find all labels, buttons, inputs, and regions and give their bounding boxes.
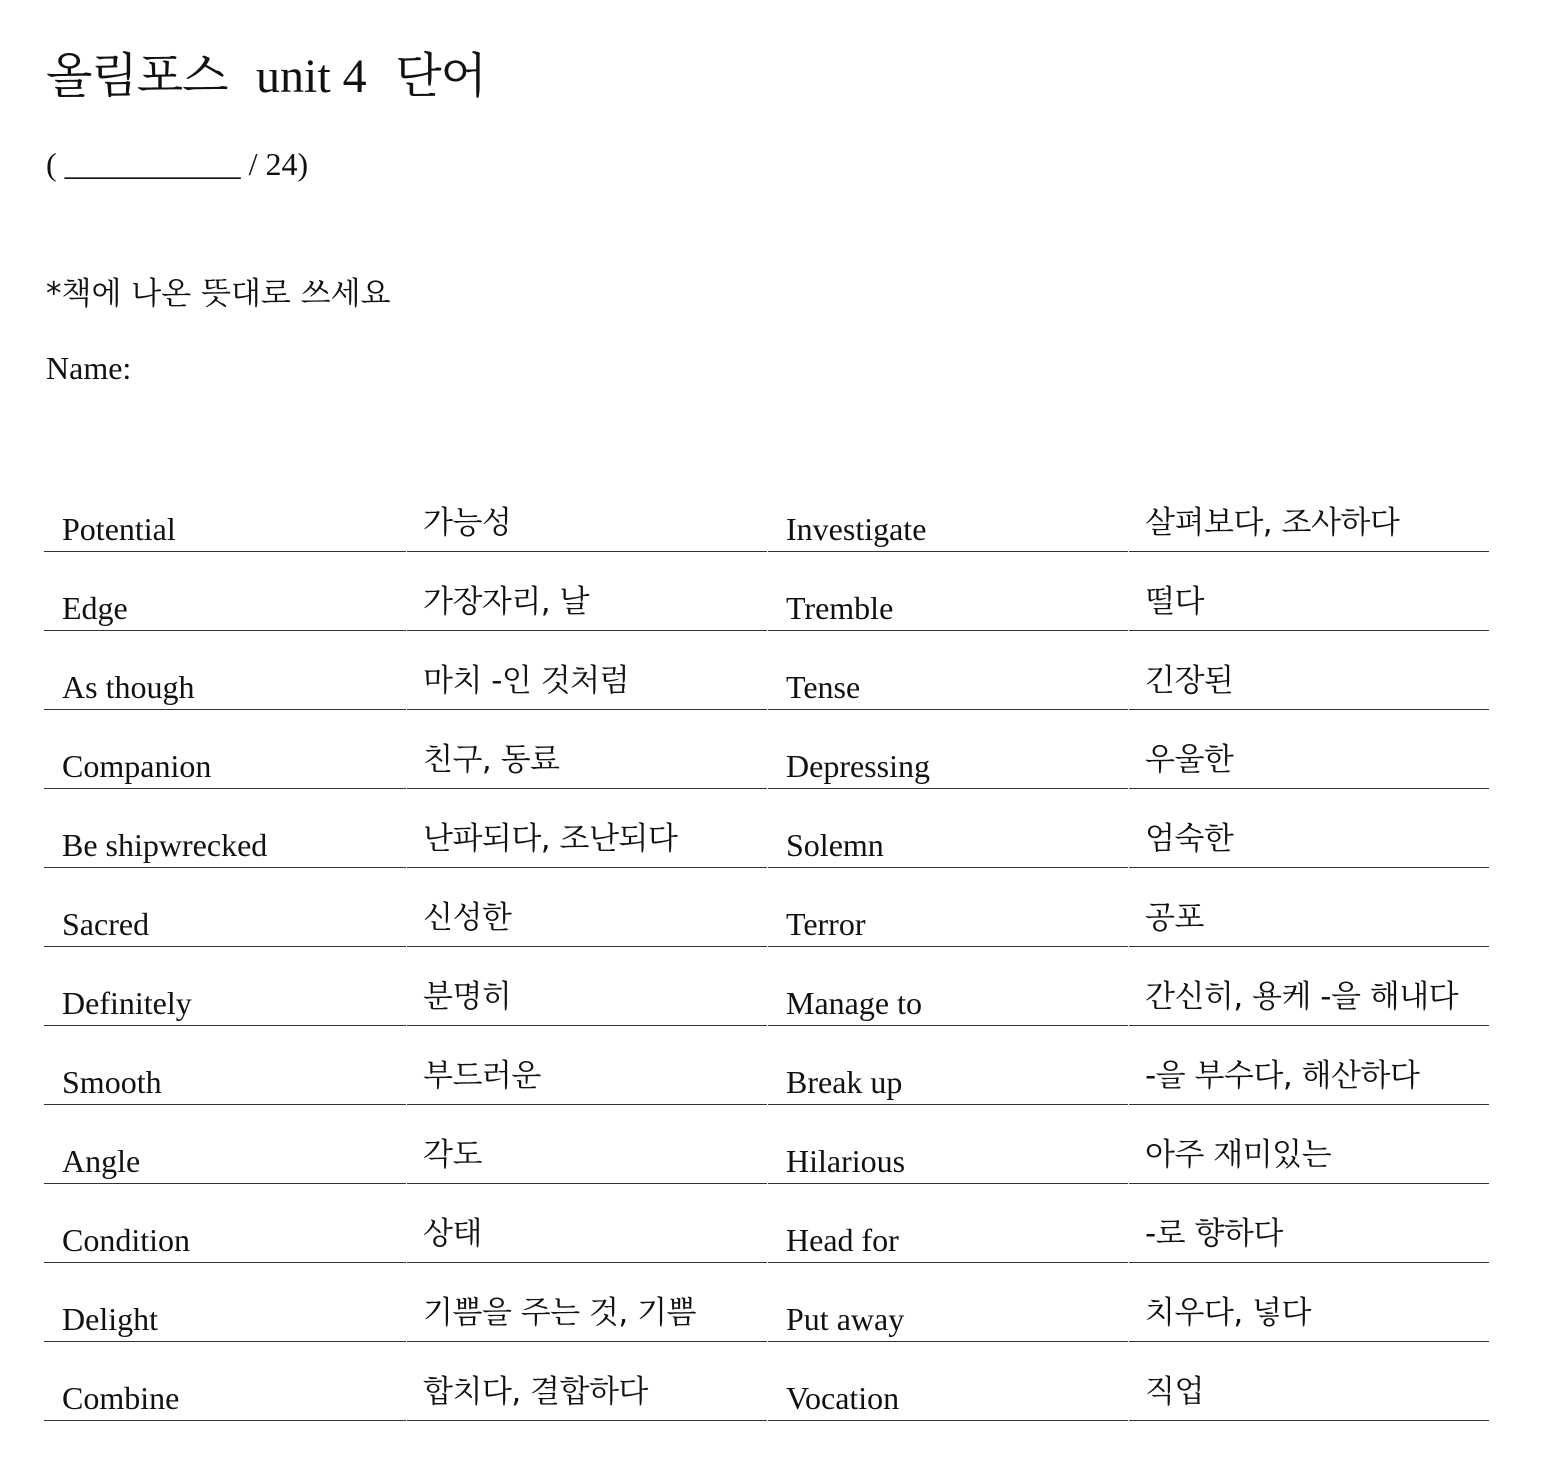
vocab-row <box>44 711 1489 790</box>
korean-meaning: 분명히 <box>423 979 512 1015</box>
vocab-table <box>44 474 1489 1422</box>
korean-meaning: -로 향하다 <box>1145 1216 1283 1252</box>
vocab-row <box>44 1027 1489 1106</box>
vocab-row <box>44 632 1489 711</box>
page-title <box>46 46 486 107</box>
korean-meaning: 치우다, 넣다 <box>1145 1295 1311 1331</box>
meaning-cell-right <box>1129 1264 1489 1342</box>
word-cell-left <box>44 1264 406 1342</box>
meaning-cell-right <box>1129 474 1489 552</box>
meaning-cell-left <box>407 1264 767 1342</box>
meaning-cell-left <box>407 1343 767 1421</box>
english-word: Condition <box>62 1222 191 1258</box>
korean-meaning: 합치다, 결합하다 <box>423 1374 648 1410</box>
meaning-cell-right <box>1129 869 1489 947</box>
meaning-cell-left <box>407 474 767 552</box>
korean-meaning: 기쁨을 주는 것, 기쁨 <box>423 1295 696 1331</box>
title-suffix: 단어 <box>395 48 486 104</box>
english-word: Tremble <box>786 590 894 626</box>
word-cell-left <box>44 790 406 868</box>
korean-meaning: 긴장된 <box>1145 663 1234 699</box>
meaning-cell-right <box>1129 711 1489 789</box>
english-word: Definitely <box>62 985 192 1021</box>
vocab-row <box>44 790 1489 869</box>
word-cell-right <box>768 1027 1128 1105</box>
word-cell-right <box>768 1343 1128 1421</box>
korean-meaning: 공포 <box>1145 900 1204 936</box>
word-cell-left <box>44 1343 406 1421</box>
meaning-cell-right <box>1129 1343 1489 1421</box>
word-cell-left <box>44 1027 406 1105</box>
korean-meaning: 신성한 <box>423 900 512 936</box>
meaning-cell-left <box>407 1185 767 1263</box>
korean-meaning: 간신히, 용케 -을 해내다 <box>1145 979 1459 1015</box>
word-cell-left <box>44 711 406 789</box>
title-unit: unit 4 <box>256 50 367 103</box>
english-word: Potential <box>62 511 176 547</box>
english-word: Angle <box>62 1143 141 1179</box>
meaning-cell-left <box>407 1106 767 1184</box>
english-word: Terror <box>786 906 866 942</box>
korean-meaning: -을 부수다, 해산하다 <box>1145 1058 1420 1094</box>
meaning-cell-right <box>1129 948 1489 1026</box>
meaning-cell-left <box>407 948 767 1026</box>
korean-meaning: 상태 <box>423 1216 482 1252</box>
korean-meaning: 부드러운 <box>423 1058 541 1094</box>
word-cell-right <box>768 1264 1128 1342</box>
meaning-cell-left <box>407 869 767 947</box>
korean-meaning: 친구, 동료 <box>423 742 560 778</box>
vocab-row <box>44 1106 1489 1185</box>
meaning-cell-left <box>407 632 767 710</box>
korean-meaning: 난파되다, 조난되다 <box>423 821 678 857</box>
vocab-row <box>44 948 1489 1027</box>
vocab-row <box>44 553 1489 632</box>
word-cell-left <box>44 632 406 710</box>
meaning-cell-right <box>1129 632 1489 710</box>
english-word: Vocation <box>786 1380 900 1416</box>
english-word: Hilarious <box>786 1143 906 1179</box>
korean-meaning: 각도 <box>423 1137 482 1173</box>
vocab-row <box>44 1185 1489 1264</box>
word-cell-right <box>768 474 1128 552</box>
title-korean: 올림포스 <box>46 48 228 104</box>
word-cell-right <box>768 632 1128 710</box>
english-word: Companion <box>62 748 212 784</box>
english-word: Smooth <box>62 1064 162 1100</box>
word-cell-right <box>768 1185 1128 1263</box>
korean-meaning: 엄숙한 <box>1145 821 1234 857</box>
meaning-cell-right <box>1129 1185 1489 1263</box>
english-word: Be shipwrecked <box>62 827 268 863</box>
word-cell-right <box>768 711 1128 789</box>
meaning-cell-right <box>1129 553 1489 631</box>
word-cell-right <box>768 869 1128 947</box>
name-label: Name: <box>46 350 132 386</box>
meaning-cell-right <box>1129 1027 1489 1105</box>
korean-meaning: 직업 <box>1145 1374 1204 1410</box>
english-word: Combine <box>62 1380 180 1416</box>
instruction-text: *책에 나온 뜻대로 쓰세요 <box>46 276 391 312</box>
word-cell-right <box>768 1106 1128 1184</box>
english-word: Tense <box>786 669 861 705</box>
score-field[interactable]: ( ___________ / 24) <box>46 146 309 182</box>
word-cell-right <box>768 553 1128 631</box>
english-word: Head for <box>786 1222 899 1258</box>
english-word: Investigate <box>786 511 927 547</box>
english-word: Sacred <box>62 906 150 942</box>
word-cell-left <box>44 1185 406 1263</box>
meaning-cell-left <box>407 790 767 868</box>
vocab-row <box>44 1343 1489 1422</box>
vocab-row <box>44 1264 1489 1343</box>
vocab-row <box>44 474 1489 553</box>
korean-meaning: 가장자리, 날 <box>423 584 589 620</box>
vocab-row <box>44 869 1489 948</box>
korean-meaning: 가능성 <box>423 505 512 541</box>
word-cell-right <box>768 790 1128 868</box>
meaning-cell-left <box>407 711 767 789</box>
meaning-cell-right <box>1129 790 1489 868</box>
word-cell-left <box>44 869 406 947</box>
english-word: Manage to <box>786 985 922 1021</box>
meaning-cell-left <box>407 553 767 631</box>
english-word: Depressing <box>786 748 930 784</box>
english-word: Delight <box>62 1301 158 1337</box>
english-word: Edge <box>62 590 128 626</box>
meaning-cell-right <box>1129 1106 1489 1184</box>
english-word: Solemn <box>786 827 884 863</box>
korean-meaning: 아주 재미있는 <box>1145 1137 1332 1173</box>
korean-meaning: 살펴보다, 조사하다 <box>1145 505 1400 541</box>
word-cell-left <box>44 1106 406 1184</box>
english-word: Put away <box>786 1301 905 1337</box>
word-cell-left <box>44 553 406 631</box>
english-word: Break up <box>786 1064 903 1100</box>
word-cell-left <box>44 948 406 1026</box>
english-word: As though <box>62 669 195 705</box>
korean-meaning: 우울한 <box>1145 742 1234 778</box>
meaning-cell-left <box>407 1027 767 1105</box>
korean-meaning: 마치 -인 것처럼 <box>423 663 630 699</box>
korean-meaning: 떨다 <box>1145 584 1204 620</box>
word-cell-right <box>768 948 1128 1026</box>
word-cell-left <box>44 474 406 552</box>
